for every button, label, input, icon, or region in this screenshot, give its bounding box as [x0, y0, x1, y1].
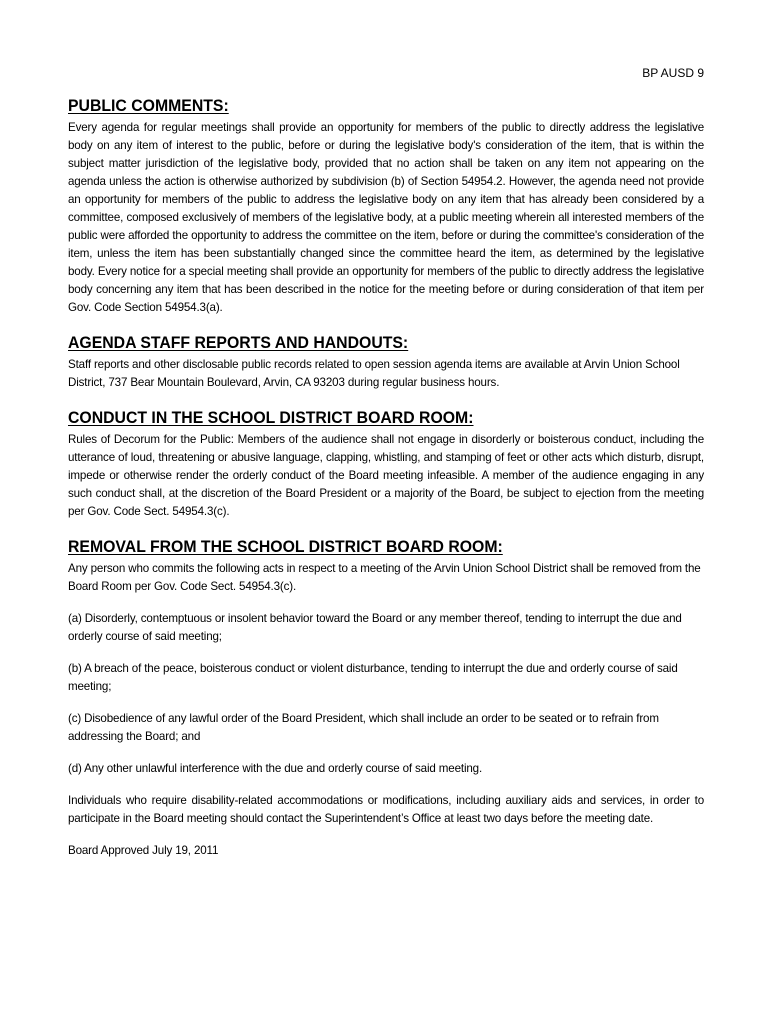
removal-item-d: (d) Any other unlawful interference with the due and orderly course of said meeting. [68, 762, 483, 775]
removal-item-a: (a) Disorderly, contemptuous or insolent behavior toward the Board or any member thereof, tending to interrupt the due and orderly course of said meeting; [68, 612, 682, 643]
section-title-public-comments: PUBLIC COMMENTS: [68, 96, 229, 115]
conduct-text: Rules of Decorum for the Public: Members of the audience shall not engage in disorderly or boisterous conduct, including the utterance of loud, threatening or abusive language, clapping, whistling, and stamping of feet or other acts which disturb, disrupt, impede or otherwise render the orderly conduct of the Board meeting infeasible. A member of the audience engaging in any such conduct shall, at the discretion of the Board President or a majority of the Board, be subject to ejection from the meeting per Gov. Code Sect. 54954.3(c). [68, 433, 704, 518]
removal-item-b: (b) A breach of the peace, boisterous conduct or violent disturbance, tending to interrupt the due and orderly course of said meeting; [68, 662, 678, 693]
section-title-removal: REMOVAL FROM THE SCHOOL DISTRICT BOARD ROOM: [68, 537, 503, 556]
removal-item-c: (c) Disobedience of any lawful order of the Board President, which shall include an order to be seated or to refrain from addressing the Board; and [68, 712, 659, 743]
document-code: BP AUSD 9 [642, 66, 704, 80]
agenda-staff-reports-text: Staff reports and other disclosable public records related to open session agenda items are available at Arvin Union School District, 737 Bear Mountain Boulevard, Arvin, CA 93203 during regular business hours. [68, 358, 680, 389]
section-title-conduct: CONDUCT IN THE SCHOOL DISTRICT BOARD ROOM: [68, 408, 474, 427]
section-public-comments [68, 96, 704, 317]
section-conduct [68, 408, 704, 521]
section-removal [68, 537, 704, 860]
public-comments-text: Every agenda for regular meetings shall provide an opportunity for members of the public to directly address the legislative body on any item of interest to the public, before or during the legislative body's consideration of the item, that is within the subject matter jurisdiction of the legislative body, provided that no action shall be taken on any item not appearing on the agenda unless the action is otherwise authorized by subdivision (b) of Section 54954.2. However, the agenda need not provide an opportunity for members of the public to address the legislative body on any item that has already been considered by a committee, composed exclusively of members of the legislative body, at a public meeting wherein all interested members of the public were afforded the opportunity to address the committee on the item, before or during the committee's consideration of the item, unless the item has been substantially changed since the committee heard the item, as determined by the legislative body. Every notice for a special meeting shall provide an opportunity for members of the public to directly address the legislative body concerning any item that has been described in the notice for the meeting before or during consideration of that item per Gov. Code Section 54954.3(a). [68, 121, 704, 314]
board-approval-date: Board Approved July 19, 2011 [68, 844, 219, 857]
section-title-agenda-staff-reports: AGENDA STAFF REPORTS AND HANDOUTS: [68, 333, 409, 352]
section-agenda-staff-reports [68, 333, 704, 392]
accommodations-text: Individuals who require disability-related accommodations or modifications, including auxiliary aids and services, in order to participate in the Board meeting should contact the Superintendent’s Office at least two days before the meeting date. [68, 794, 704, 825]
document-body [68, 96, 704, 860]
removal-intro-text: Any person who commits the following acts in respect to a meeting of the Arvin Union School District shall be removed from the Board Room per Gov. Code Sect. 54954.3(c). [68, 562, 701, 593]
